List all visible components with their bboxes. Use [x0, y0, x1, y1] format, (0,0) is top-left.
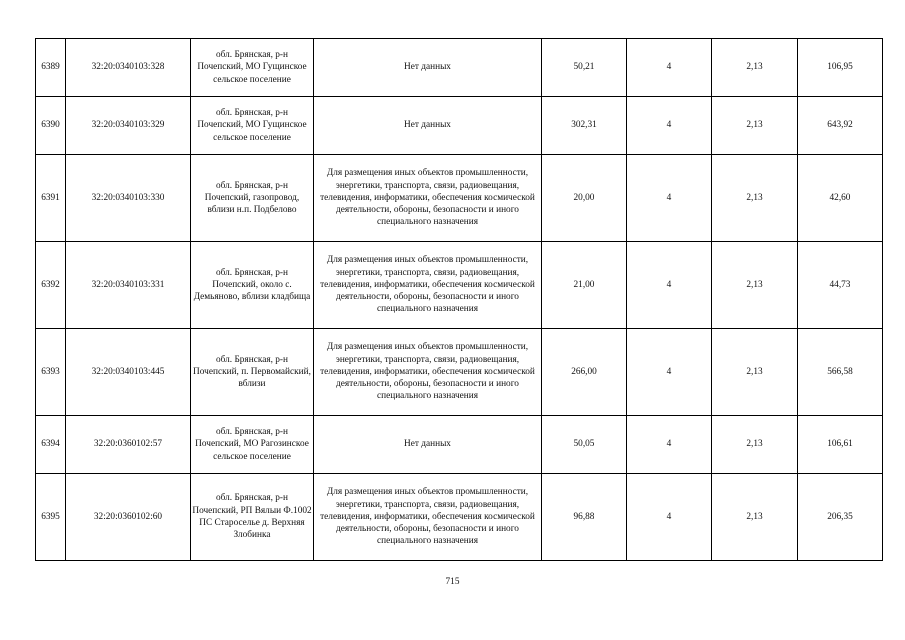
- group: 4: [627, 416, 712, 474]
- table-row: [36, 97, 883, 155]
- row-number: 6391: [36, 155, 66, 242]
- area: 50,21: [542, 39, 627, 97]
- cadastral-number: 32:20:0340103:331: [66, 242, 191, 329]
- group: 4: [627, 155, 712, 242]
- address: обл. Брянская, р-н Почепский, МО Гущинское сельское поселение: [191, 97, 314, 155]
- address: обл. Брянская, р-н Почепский, РП Вялыи Ф.1002 ПС Староселье д. Верхняя Злобинка: [191, 474, 314, 561]
- table-row: [36, 39, 883, 97]
- row-number: 6393: [36, 329, 66, 416]
- address: обл. Брянская, р-н Почепский, МО Гущинское сельское поселение: [191, 39, 314, 97]
- table-row: [36, 242, 883, 329]
- row-number: 6394: [36, 416, 66, 474]
- group: 4: [627, 39, 712, 97]
- cadastral-number: 32:20:0340103:445: [66, 329, 191, 416]
- cadastral-value: 42,60: [798, 155, 883, 242]
- row-number: 6392: [36, 242, 66, 329]
- cadastral-number: 32:20:0340103:329: [66, 97, 191, 155]
- permitted-use: Нет данных: [314, 39, 542, 97]
- area: 96,88: [542, 474, 627, 561]
- rate: 2,13: [712, 242, 798, 329]
- rate: 2,13: [712, 39, 798, 97]
- cadastral-value: 566,58: [798, 329, 883, 416]
- area: 20,00: [542, 155, 627, 242]
- rate: 2,13: [712, 97, 798, 155]
- table-row: [36, 474, 883, 561]
- group: 4: [627, 97, 712, 155]
- cadastral-table: [35, 38, 883, 561]
- area: 266,00: [542, 329, 627, 416]
- permitted-use: Нет данных: [314, 416, 542, 474]
- permitted-use: Для размещения иных объектов промышленности, энергетики, транспорта, связи, радиовещания, телевидения, информатики, обеспечения космической деятельности, обороны, безопасности и иного специального назначения: [314, 155, 542, 242]
- address: обл. Брянская, р-н Почепский, п. Первомайский, вблизи: [191, 329, 314, 416]
- table-row: [36, 329, 883, 416]
- permitted-use: Для размещения иных объектов промышленности, энергетики, транспорта, связи, радиовещания, телевидения, информатики, обеспечения космической деятельности, обороны, безопасности и иного специального назначения: [314, 474, 542, 561]
- area: 302,31: [542, 97, 627, 155]
- cadastral-value: 44,73: [798, 242, 883, 329]
- permitted-use: Для размещения иных объектов промышленности, энергетики, транспорта, связи, радиовещания, телевидения, информатики, обеспечения космической деятельности, обороны, безопасности и иного специального назначения: [314, 329, 542, 416]
- group: 4: [627, 242, 712, 329]
- permitted-use: Нет данных: [314, 97, 542, 155]
- address: обл. Брянская, р-н Почепский, МО Рагозинское сельское поселение: [191, 416, 314, 474]
- rate: 2,13: [712, 155, 798, 242]
- address: обл. Брянская, р-н Почепский, газопровод, вблизи н.п. Подбелово: [191, 155, 314, 242]
- group: 4: [627, 329, 712, 416]
- table-row: [36, 416, 883, 474]
- row-number: 6389: [36, 39, 66, 97]
- area: 21,00: [542, 242, 627, 329]
- cadastral-value: 106,95: [798, 39, 883, 97]
- row-number: 6395: [36, 474, 66, 561]
- area: 50,05: [542, 416, 627, 474]
- cadastral-number: 32:20:0340103:328: [66, 39, 191, 97]
- row-number: 6390: [36, 97, 66, 155]
- table-row: [36, 155, 883, 242]
- cadastral-number: 32:20:0360102:57: [66, 416, 191, 474]
- permitted-use: Для размещения иных объектов промышленности, энергетики, транспорта, связи, радиовещания, телевидения, информатики, обеспечения космической деятельности, обороны, безопасности и иного специального назначения: [314, 242, 542, 329]
- cadastral-value: 643,92: [798, 97, 883, 155]
- cadastral-value: 106,61: [798, 416, 883, 474]
- rate: 2,13: [712, 416, 798, 474]
- cadastral-number: 32:20:0340103:330: [66, 155, 191, 242]
- rate: 2,13: [712, 329, 798, 416]
- cadastral-number: 32:20:0360102:60: [66, 474, 191, 561]
- address: обл. Брянская, р-н Почепский, около с. Демьяново, вблизи кладбища: [191, 242, 314, 329]
- page-number: 715: [445, 577, 460, 587]
- rate: 2,13: [712, 474, 798, 561]
- table-body: [36, 39, 883, 561]
- group: 4: [627, 474, 712, 561]
- cadastral-value: 206,35: [798, 474, 883, 561]
